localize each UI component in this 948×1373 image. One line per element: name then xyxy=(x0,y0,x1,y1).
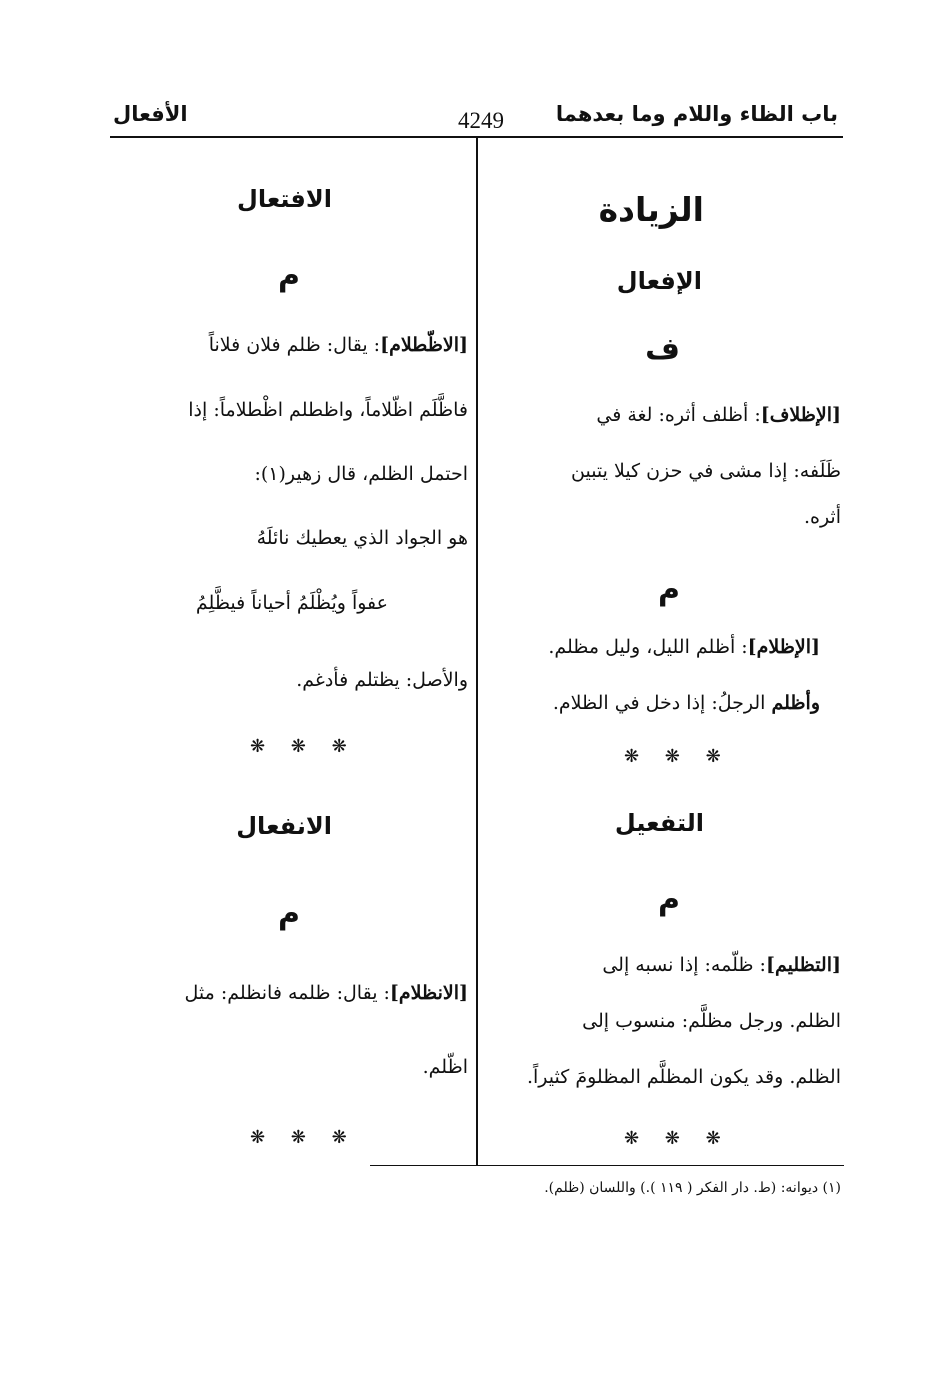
entry-term: وأظلم xyxy=(771,692,820,714)
entry-term: [الانظلام] xyxy=(389,982,468,1004)
root-letter-mim: م xyxy=(658,572,680,607)
entry-izttilam-line-6: والأصل: يظتلم فأدغم. xyxy=(296,669,468,691)
entry-izlaf-line-1: [الإظلاف]: أظلف أثره: لغة في xyxy=(596,404,841,426)
entry-tazlim-line-1: [التظليم]: ظلّمه: إذا نسبه إلى xyxy=(602,954,841,976)
entry-izttilam-line-1: [الاظّطلام]: يقال: ظلم فلان فلاناً xyxy=(208,334,468,356)
section-separator: ❋ ❋ ❋ xyxy=(624,1128,731,1149)
root-letter-mim: م xyxy=(278,896,300,931)
page-number: 4249 xyxy=(458,108,504,133)
section-separator: ❋ ❋ ❋ xyxy=(250,1127,357,1148)
entry-inzilam-line-1: [الانظلام]: يقال: ظلمه فانظلم: مثل xyxy=(184,982,468,1004)
heading-ziyada: الزيادة xyxy=(598,190,704,229)
entry-izttilam-line-3: احتمل الظلم، قال زهير(١): xyxy=(254,463,468,485)
section-title-ifal: الإفعال xyxy=(616,267,702,295)
entry-tazlim-line-3: الظلم. وقد يكون المظلَّم المظلومَ كثيراً. xyxy=(526,1066,841,1088)
entry-term: [التظليم] xyxy=(765,954,841,976)
entry-inzilam-line-2: اظّلم. xyxy=(422,1056,468,1078)
poem-verse-1: هو الجواد الذي يعطيك نائلَهُ xyxy=(256,527,468,549)
root-letter-mim: م xyxy=(278,258,300,293)
column-divider xyxy=(476,138,478,1166)
root-letter-fa: ف xyxy=(645,332,680,367)
entry-term: [الإظلام] xyxy=(747,636,820,658)
section-separator: ❋ ❋ ❋ xyxy=(624,746,731,767)
running-head-left: الأفعال xyxy=(113,102,188,126)
entry-term: [الاظّطلام] xyxy=(380,334,468,356)
entry-izlaf-line-3: أثره. xyxy=(803,506,841,528)
root-letter-mim: م xyxy=(658,882,680,917)
entry-tazlim-line-2: الظلم. ورجل مظلَّم: منسوب إلى xyxy=(582,1010,841,1032)
entry-izlam-line-2: وأظلم الرجلُ: إذا دخل في الظلام. xyxy=(552,692,820,714)
footnote: (١) ديوانه: (ط. دار الفكر ( ١١٩ ).) واللسان (ظلم). xyxy=(544,1180,841,1196)
entry-izlam-line-1: [الإظلام]: أظلم الليل، وليل مظلم. xyxy=(548,636,820,658)
entry-term: [الإظلاف] xyxy=(760,404,841,426)
section-separator: ❋ ❋ ❋ xyxy=(250,736,357,757)
running-head-right: باب الظاء واللام وما بعدهما xyxy=(555,102,838,126)
section-title-iftial: الافتعال xyxy=(237,185,332,213)
section-title-infial: الانفعال xyxy=(236,812,332,840)
entry-izlaf-line-2: ظَلَفه: إذا مشى في حزن كيلا يتبين xyxy=(571,460,841,482)
section-title-tafil: التفعيل xyxy=(614,809,704,837)
poem-verse-2: عفواً ويُظْلَمُ أحياناً فيظَّلِمُ xyxy=(195,592,388,614)
footnote-rule xyxy=(370,1165,844,1166)
entry-izttilam-line-2: فاظَّلَم اظّلاماً، واظطلم اظْطلاماً: إذا xyxy=(188,399,468,421)
